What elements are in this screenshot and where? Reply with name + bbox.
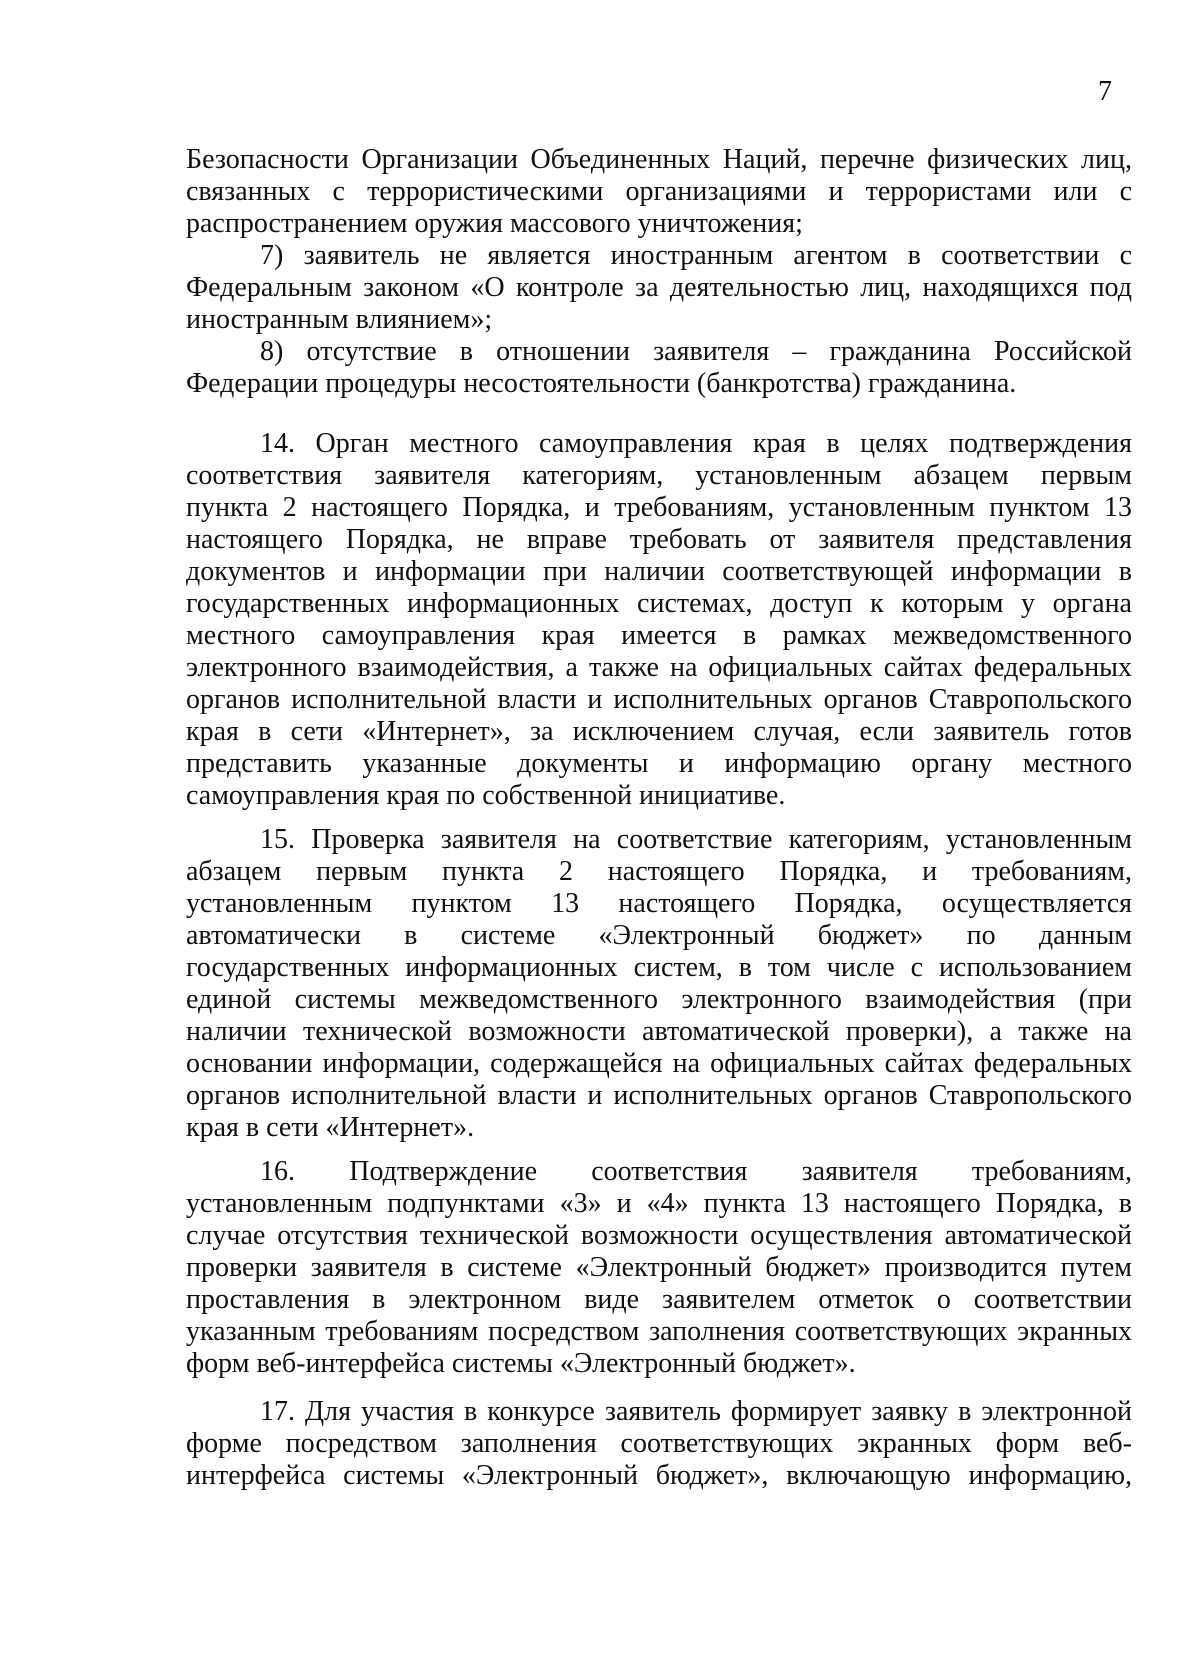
text-line: единой системы межведомственного электронного взаимодействия (при [186, 984, 1132, 1015]
text-line: государственных информационных систем, в том числе с использованием [186, 952, 1132, 983]
text-line: 8) отсутствие в отношении заявителя – гражданина Российской [260, 336, 1132, 367]
text-line: документов и информации при наличии соответствующей информации в [186, 556, 1132, 587]
text-line: 15. Проверка заявителя на соответствие категориям, установленным [260, 824, 1132, 855]
text-line: указанным требованиям посредством заполнения соответствующих экранных [186, 1316, 1132, 1347]
text-line: электронного взаимодействия, а также на официальных сайтах федеральных [186, 652, 1132, 683]
text-line: 7) заявитель не является иностранным агентом в соответствии с [260, 240, 1132, 271]
text-line: автоматически в системе «Электронный бюджет» по данным [186, 920, 1132, 951]
text-line: представить указанные документы и информацию органу местного [186, 748, 1132, 779]
text-line: проверки заявителя в системе «Электронный бюджет» производится путем [186, 1252, 1132, 1283]
text-line: иностранным влиянием»; [186, 304, 493, 335]
text-line: государственных информационных системах, доступ к которым у органа [186, 588, 1132, 619]
text-line: 16. Подтверждение соответствия заявителя требованиям, [260, 1156, 1132, 1187]
page-number: 7 [1098, 76, 1112, 107]
text-line: распространением оружия массового уничтожения; [186, 208, 803, 239]
text-line: настоящего Порядка, не вправе требовать от заявителя представления [186, 524, 1132, 555]
text-line: Федеральным законом «О контроле за деятельностью лиц, находящихся под [186, 272, 1132, 303]
text-line: края в сети «Интернет». [186, 1112, 475, 1143]
paragraph-item-7 [186, 240, 1132, 336]
text-line: абзацем первым пункта 2 настоящего Порядка, и требованиям, [186, 856, 1132, 887]
text-line: Федерации процедуры несостоятельности (банкротства) гражданина. [186, 368, 1017, 399]
paragraph-item-8 [186, 336, 1132, 400]
text-line: 14. Орган местного самоуправления края в целях подтверждения [260, 428, 1132, 459]
text-line: связанных с террористическими организациями и террористами или с [186, 176, 1132, 207]
text-line: проставления в электронном виде заявителем отметок о соответствии [186, 1284, 1132, 1315]
text-line: местного самоуправления края имеется в рамках межведомственного [186, 620, 1132, 651]
text-line: форм веб-интерфейса системы «Электронный бюджет». [186, 1348, 856, 1379]
text-line: наличии технической возможности автоматической проверки), а также на [186, 1016, 1132, 1047]
paragraph-17 [186, 1396, 1132, 1492]
text-line: интерфейса системы «Электронный бюджет», включающую информацию, [186, 1460, 1132, 1491]
text-line: пункта 2 настоящего Порядка, и требованиям, установленным пунктом 13 [186, 492, 1132, 523]
text-line: Безопасности Организации Объединенных Наций, перечне физических лиц, [186, 144, 1132, 175]
text-line: установленным пунктом 13 настоящего Порядка, осуществляется [186, 888, 1132, 919]
paragraph-security-council [186, 144, 1132, 240]
text-line: случае отсутствия технической возможности осуществления автоматической [186, 1220, 1132, 1251]
paragraph-14 [186, 428, 1132, 812]
paragraph-16 [186, 1156, 1132, 1380]
text-line: установленным подпунктами «3» и «4» пункта 13 настоящего Порядка, в [186, 1188, 1132, 1219]
text-line: органов исполнительной власти и исполнительных органов Ставропольского [186, 684, 1132, 715]
text-line: основании информации, содержащейся на официальных сайтах федеральных [186, 1048, 1132, 1079]
text-line: соответствия заявителя категориям, установленным абзацем первым [186, 460, 1132, 491]
paragraph-15 [186, 824, 1132, 1144]
text-line: органов исполнительной власти и исполнительных органов Ставропольского [186, 1080, 1132, 1111]
text-line: 17. Для участия в конкурсе заявитель формирует заявку в электронной [260, 1396, 1132, 1427]
text-line: форме посредством заполнения соответствующих экранных форм веб- [186, 1428, 1132, 1459]
text-line: края в сети «Интернет», за исключением случая, если заявитель готов [186, 716, 1132, 747]
text-line: самоуправления края по собственной инициативе. [186, 780, 786, 811]
